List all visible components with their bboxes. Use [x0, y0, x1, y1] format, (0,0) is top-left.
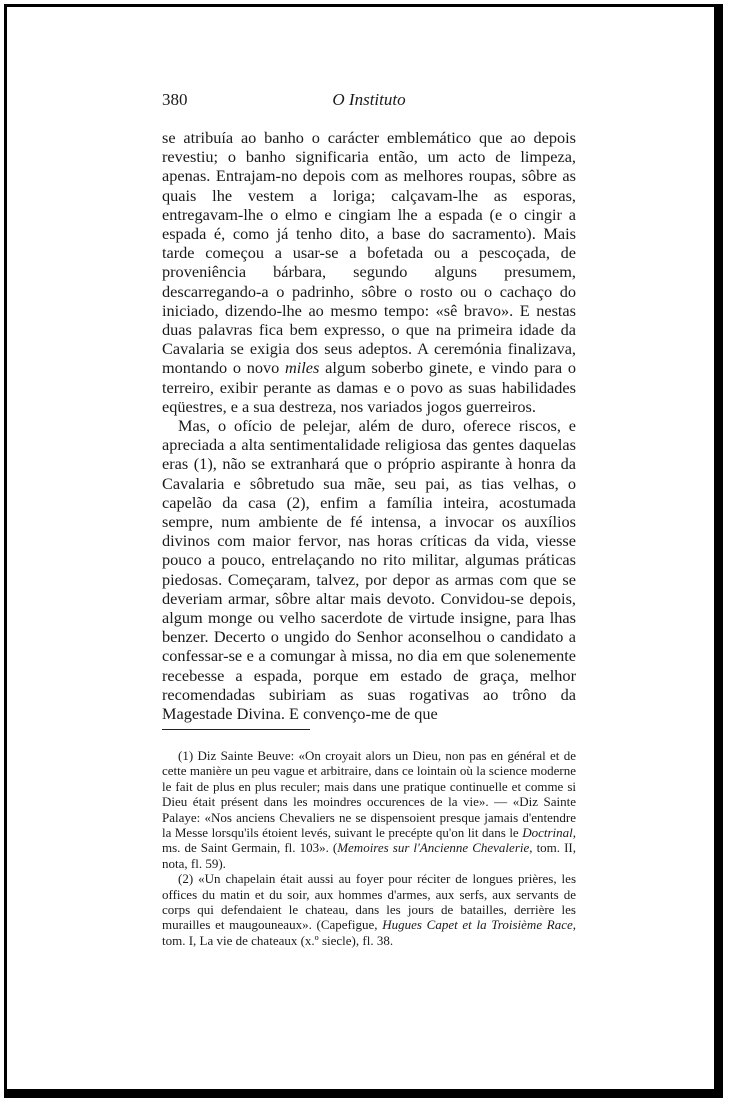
footnote-text: tom. II, nota, fl. 59).: [162, 840, 576, 871]
page-header: [162, 90, 576, 112]
paragraph: Mas, o ofício de pelejar, além de duro, oferece riscos, e apreciada a alta sentimentalidade religiosa das gentes daquelas eras (1), não se extranhará que o próprio aspirante à honra da Cavalaria e sôbretudo sua mãe, seu pai, as tias velhas, o capelão da casa (2), enfim a família inteira, acostumada sempre, num ambiente de fé intensa, a invocar os auxílios divinos com maior fervor, nas horas críticas da vida, viesse pouco a pouco, entrelaçando no rito militar, algumas práticas piedosas. Começaram, talvez, por depor as armas com que se deveriam armar, sôbre altar mais devoto. Convidou-se depois, algum monge ou velho sacerdote de virtude insigne, para lhas benzer. Decerto o ungido do Senhor aconselhou o candidato a confessar-se e a comungar à missa, no dia em que solenemente recebesse a espada, porque em estado de graça, melhor recomendadas subiriam as suas rogativas ao trôno da Magestade Divina. E convenço-me de que: [162, 416, 576, 724]
body-text: [162, 128, 576, 723]
footnote-text: (2) «Un chapelain était aussi au foyer pour réciter de longues prières, les offices du matin et du soir, aux hommes d'armes, aux serfs, aux servants de corps qui defendaient le chateau, dans les jours de batailles, derrière les murailles et maugouneaux». (Capefigue,: [162, 871, 576, 933]
paragraph-text: algum soberbo ginete, e vindo para o terreiro, exibir perante as damas e o povo as suas habilidades eqüestres, e a sua destreza, nos variados jogos guerreiros.: [162, 358, 577, 416]
footnote-text: (1) Diz Sainte Beuve: «On croyait alors un Dieu, non pas en général et de cette manière un peu vague et arbitraire, dans ce lointain où la science moderne le fait de plus en plus reculer; mais dans une pratique continuelle et comme si Dieu était présent dans les moindres occurences de la vie». — «Diz Sainte Palaye: «Nos anciens Chevaliers ne se dispensoient presque jamais d'entendre la Messe lorsqu'ils étoient levés, suivant le precépte qu'on lit dans le: [162, 748, 576, 841]
footnote-2: [162, 871, 576, 948]
footnote-text: tom. I, La vie de chateaux (x.º siecle), fl. 38.: [162, 932, 394, 948]
footnote-italic: Memoires sur l'Ancienne Chevalerie,: [337, 840, 533, 856]
footnote-1: [162, 748, 576, 871]
italic-term: miles: [285, 358, 320, 378]
page-number: 380: [162, 90, 188, 109]
paragraph: [162, 128, 576, 416]
running-title: O Instituto: [332, 90, 406, 109]
footnote-separator: [162, 729, 310, 730]
footnotes: [162, 748, 576, 948]
paragraph-text: se atribuía ao banho o carácter emblemático que ao depois revestiu; o banho significaria então, um acto de limpeza, apenas. Entrajam-no depois com as melhores roupas, sôbre as quais lhe vestem a loriga; calçavam-lhe as esporas, entregavam-lhe o elmo e cingiam lhe a espada (e o cingir a espada é, como já tenho dito, a base do sacramento). Mais tarde começou a usar-se a bofetada ou a pescoçada, de proveniência bárbara, segundo alguns presumem, descarregando-a o padrinho, sôbre o rosto ou o cachaço do iniciado, dizendo-lhe ao mesmo tempo: «sê bravo». E nestas duas palavras fica bem expresso, o que na primeira idade da Cavalaria se exigia dos seus adeptos. A ceremónia finalizava, montando o novo: [162, 128, 576, 378]
footnote-italic: Doctrinal,: [522, 825, 577, 841]
footnote-text: ms. de Saint Germain, fl. 103». (: [162, 840, 338, 856]
footnote-italic: Hugues Capet et la Troisième Race,: [382, 917, 577, 933]
